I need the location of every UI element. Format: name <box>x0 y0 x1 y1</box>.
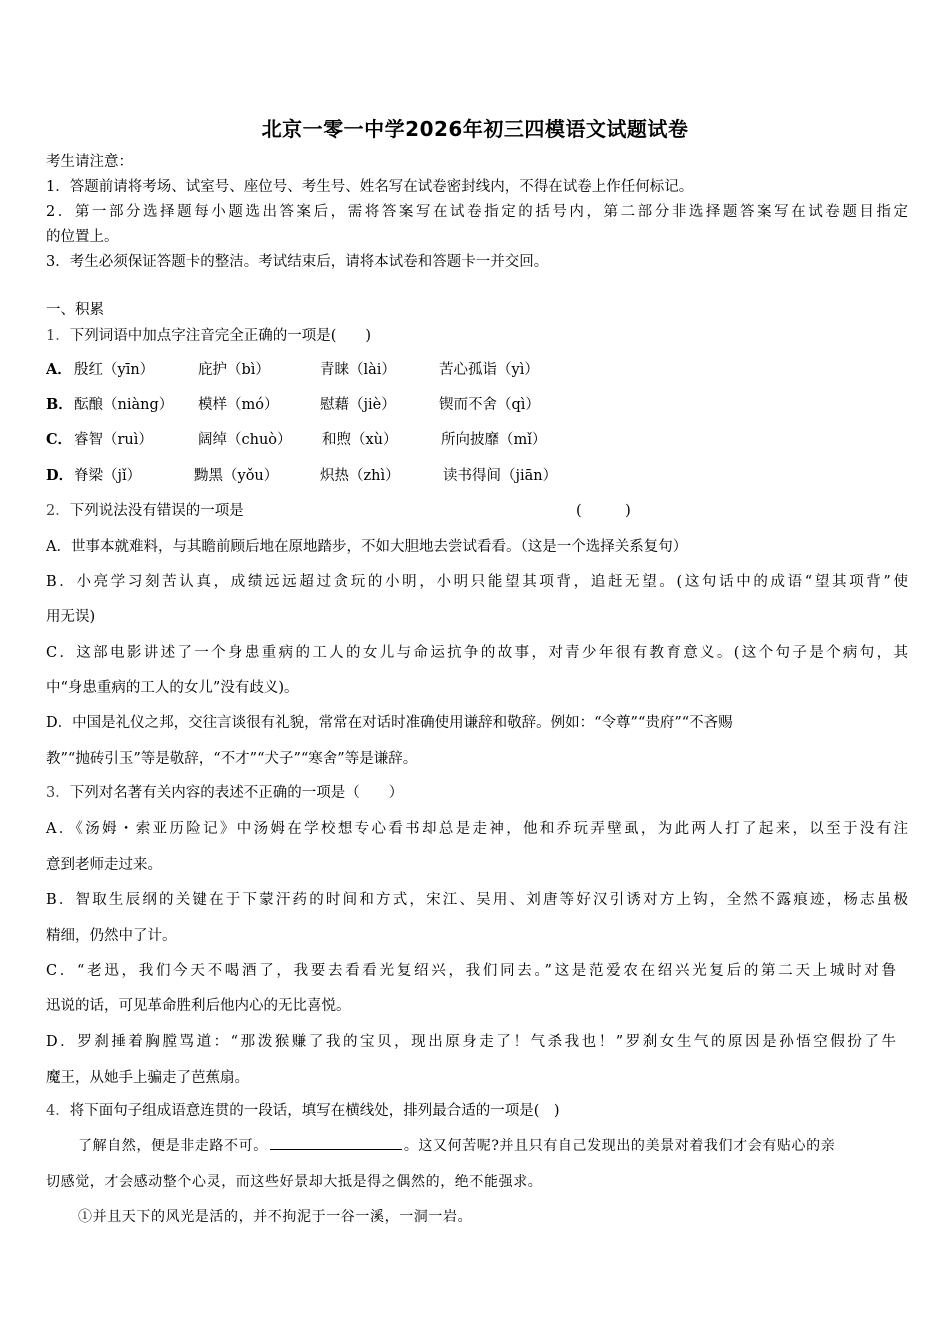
option-item: 炽热（zhì） <box>320 468 400 484</box>
question-number: 3． <box>46 785 70 801</box>
q2-option-b: B．小亮学习刻苦认真，成绩远远超过贪玩的小明，小明只能望其项背，追赶无望。(这句话中的成语“望其项背”使 <box>46 574 908 590</box>
option-label: D． <box>46 467 74 484</box>
q2-option-a: A．世事本就难料，与其瞻前顾后地在原地踏步，不如大胆地去尝试看看。（这是一个选择关系复句） <box>46 539 688 555</box>
passage-text: 。这又何苦呢?并且只有自己发现出的美景对着我们才会有贴心的亲 <box>403 1138 836 1154</box>
notice-heading: 考生请注意： <box>46 154 133 170</box>
q3-option-a: A．《汤姆・索亚历险记》中汤姆在学校想专心看书却总是走神，他和乔玩弄壁虱，为此两人打了起来，以至于没有注 <box>46 821 908 837</box>
option-item: 阔绰（chuò） <box>198 432 292 448</box>
notice-item-1: 1．答题前请将考场、试室号、座位号、考生号、姓名写在试卷密封线内，不得在试卷上作任何标记。 <box>46 179 694 195</box>
question-text: 将下面句子组成语意连贯的一段话，填写在横线处，排列最合适的一项是( ) <box>69 1103 560 1119</box>
q3-option-a-cont: 意到老师走过来。 <box>46 857 162 873</box>
answer-paren: ( ) <box>576 503 631 519</box>
q3-option-d-cont: 魔王，从她手上骗走了芭蕉扇。 <box>46 1070 249 1086</box>
passage-line-1 <box>78 1135 835 1156</box>
question-number: 2． <box>46 503 70 519</box>
q3-option-d: D．罗刹捶着胸膛骂道：“那泼猴赚了我的宝贝，现出原身走了！气杀我也！”罗刹女生气的原因是孙悟空假扮了牛 <box>46 1034 896 1050</box>
question-1-stem <box>46 326 908 346</box>
notice-item-2-cont: 的位置上。 <box>46 229 119 245</box>
question-2-stem <box>46 501 908 521</box>
option-item: 青睐（lài） <box>320 362 396 378</box>
question-3-stem <box>46 783 908 803</box>
question-4-stem <box>46 1101 908 1121</box>
notice-item-3: 3．考生必须保证答题卡的整洁。考试结束后，请将本试卷和答题卡一并交回。 <box>46 254 549 270</box>
question-number: 1． <box>46 328 70 344</box>
q3-option-b-cont: 精细，仍然中了计。 <box>46 928 177 944</box>
option-item: 苦心孤诣（yì） <box>439 362 539 378</box>
option-item: 读书得间（jiān） <box>443 468 558 484</box>
option-label: B． <box>46 396 73 413</box>
q3-option-b: B．智取生辰纲的关键在于下蒙汗药的时间和方式，宋江、吴用、刘唐等好汉引诱对方上钩，全然不露痕迹，杨志虽极 <box>46 892 908 908</box>
q2-option-c-cont: 中“身患重病的工人的女儿”没有歧义)。 <box>46 680 299 696</box>
option-item: 锲而不舍（qì） <box>439 397 540 413</box>
option-item: 睿智（ruì） <box>74 432 153 448</box>
option-label: C． <box>46 431 73 448</box>
option-item: 脊梁（jǐ） <box>74 468 142 484</box>
option-item: 所向披靡（mǐ） <box>441 432 547 448</box>
question-number: 4． <box>46 1103 70 1119</box>
sentence-item-1: ①并且天下的风光是活的，并不拘泥于一谷一溪，一洞一岩。 <box>78 1209 473 1225</box>
notice-item-2: 2．第一部分选择题每小题选出答案后，需将答案写在试卷指定的括号内，第二部分非选择题答案写在试卷题目指定 <box>46 204 908 220</box>
q2-option-c: C．这部电影讲述了一个身患重病的工人的女儿与命运抗争的故事，对青少年很有教育意义。(这个句子是个病句，其 <box>46 645 908 661</box>
q3-option-c: C．“老迅，我们今天不喝酒了，我要去看看光复绍兴，我们同去。”这是范爱农在绍兴光复后的第二天上城时对鲁 <box>46 963 896 979</box>
q2-option-d: D．中国是礼仪之邦，交往言谈很有礼貌，常常在对话时准确使用谦辞和敬辞。例如：“令尊”“贵府”“不吝赐 <box>46 715 733 731</box>
question-text: 下列词语中加点字注音完全正确的一项是( ) <box>69 328 372 344</box>
option-label: A． <box>46 361 72 378</box>
question-text: 下列说法没有错误的一项是 <box>69 503 244 519</box>
fill-blank[interactable] <box>270 1135 402 1150</box>
option-item: 模样（mó） <box>198 397 279 413</box>
passage-text: 了解自然，便是非走路不可。 <box>78 1138 268 1154</box>
page-title: 北京一零一中学2026年初三四模语文试题试卷 <box>261 117 689 141</box>
passage-line-2: 切感觉，才会感动整个心灵，而这些好景却大抵是得之偶然的，绝不能强求。 <box>46 1174 543 1190</box>
option-item: 殷红（yīn） <box>74 362 155 378</box>
option-item: 和煦（xù） <box>322 432 398 448</box>
option-item: 慰藉（jiè） <box>320 397 396 413</box>
q2-option-d-cont: 教”“抛砖引玉”等是敬辞，“不才”“犬子”“寒舍”等是谦辞。 <box>46 751 418 767</box>
q3-option-c-cont: 迅说的话，可见革命胜利后他内心的无比喜悦。 <box>46 998 351 1014</box>
question-text: 下列对名著有关内容的表述不正确的一项是（ ） <box>69 785 404 801</box>
option-item: 庇护（bì） <box>198 362 270 378</box>
option-item: 黝黑（yǒu） <box>194 468 279 484</box>
q2-option-b-cont: 用无误) <box>46 609 96 625</box>
section-heading: 一、积累 <box>46 302 104 318</box>
option-item: 酝酿（niàng） <box>74 397 174 413</box>
